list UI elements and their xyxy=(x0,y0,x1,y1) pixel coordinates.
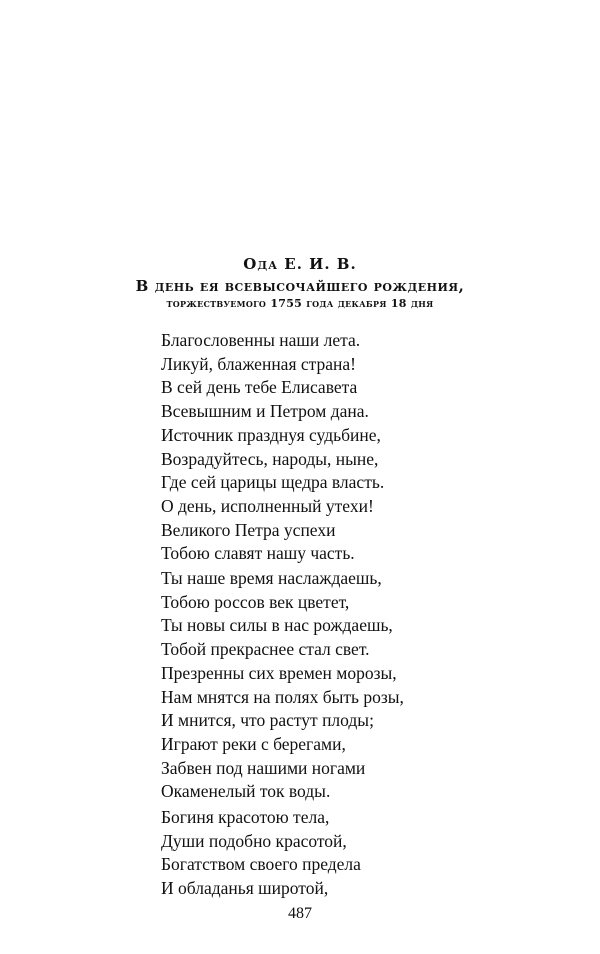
verse-line: Благословенны наши лета. xyxy=(161,330,361,350)
verse-line: И обладанья широтой, xyxy=(161,878,329,899)
verse-line: Где сей царицы щедра власть. xyxy=(161,472,385,493)
verse-line: Богиня красотою тела, xyxy=(161,807,330,827)
verse-line: Нам мнятся на полях быть розы, xyxy=(161,686,404,707)
verse-line: Тобою россов век цветет, xyxy=(161,591,350,612)
verse-line: Всевышним и Петром дана. xyxy=(161,401,369,422)
verse-line: Ты наше время наслаждаешь, xyxy=(161,568,382,588)
verse-line: Ликуй, блаженная страна! xyxy=(161,353,356,374)
verse-line: О день, исполненный утехи! xyxy=(161,495,374,516)
verse-line: Богатством своего предела xyxy=(161,854,361,875)
verse-line: Играют реки с берегами, xyxy=(161,733,346,754)
verse-line: Тобою славят нашу часть. xyxy=(161,543,355,564)
title-line-2: В день ея всевысочайшего рождения, xyxy=(135,277,465,295)
verse-line: Забвен под нашими ногами xyxy=(161,757,366,778)
verse-line: Окаменелый ток воды. xyxy=(161,781,331,802)
page-number: 487 xyxy=(288,905,312,922)
verse-line: И мнится, что растут плоды; xyxy=(161,710,374,731)
verse-line: Ты новы силы в нас рождаешь, xyxy=(161,615,393,636)
verse-line: Презренны сих времен морозы, xyxy=(161,662,397,683)
title-line-1: Ода Е. И. В. xyxy=(243,255,357,273)
verse-line: Возрадуйтесь, народы, ныне, xyxy=(161,448,379,469)
verse-line: Души подобно красотой, xyxy=(161,830,347,851)
stanza-3 xyxy=(161,806,361,901)
verse-line: В сей день тебе Елисавета xyxy=(161,377,358,398)
title-line-3: торжествуемого 1755 года декабря 18 дня xyxy=(166,297,434,310)
verse-line: Великого Петра успехи xyxy=(161,519,336,540)
verse-line: Источник празднуя судьбине, xyxy=(161,424,381,445)
stanza-2 xyxy=(161,567,404,804)
stanza-1 xyxy=(161,329,384,566)
verse-line: Тобой прекраснее стал свет. xyxy=(161,639,370,660)
